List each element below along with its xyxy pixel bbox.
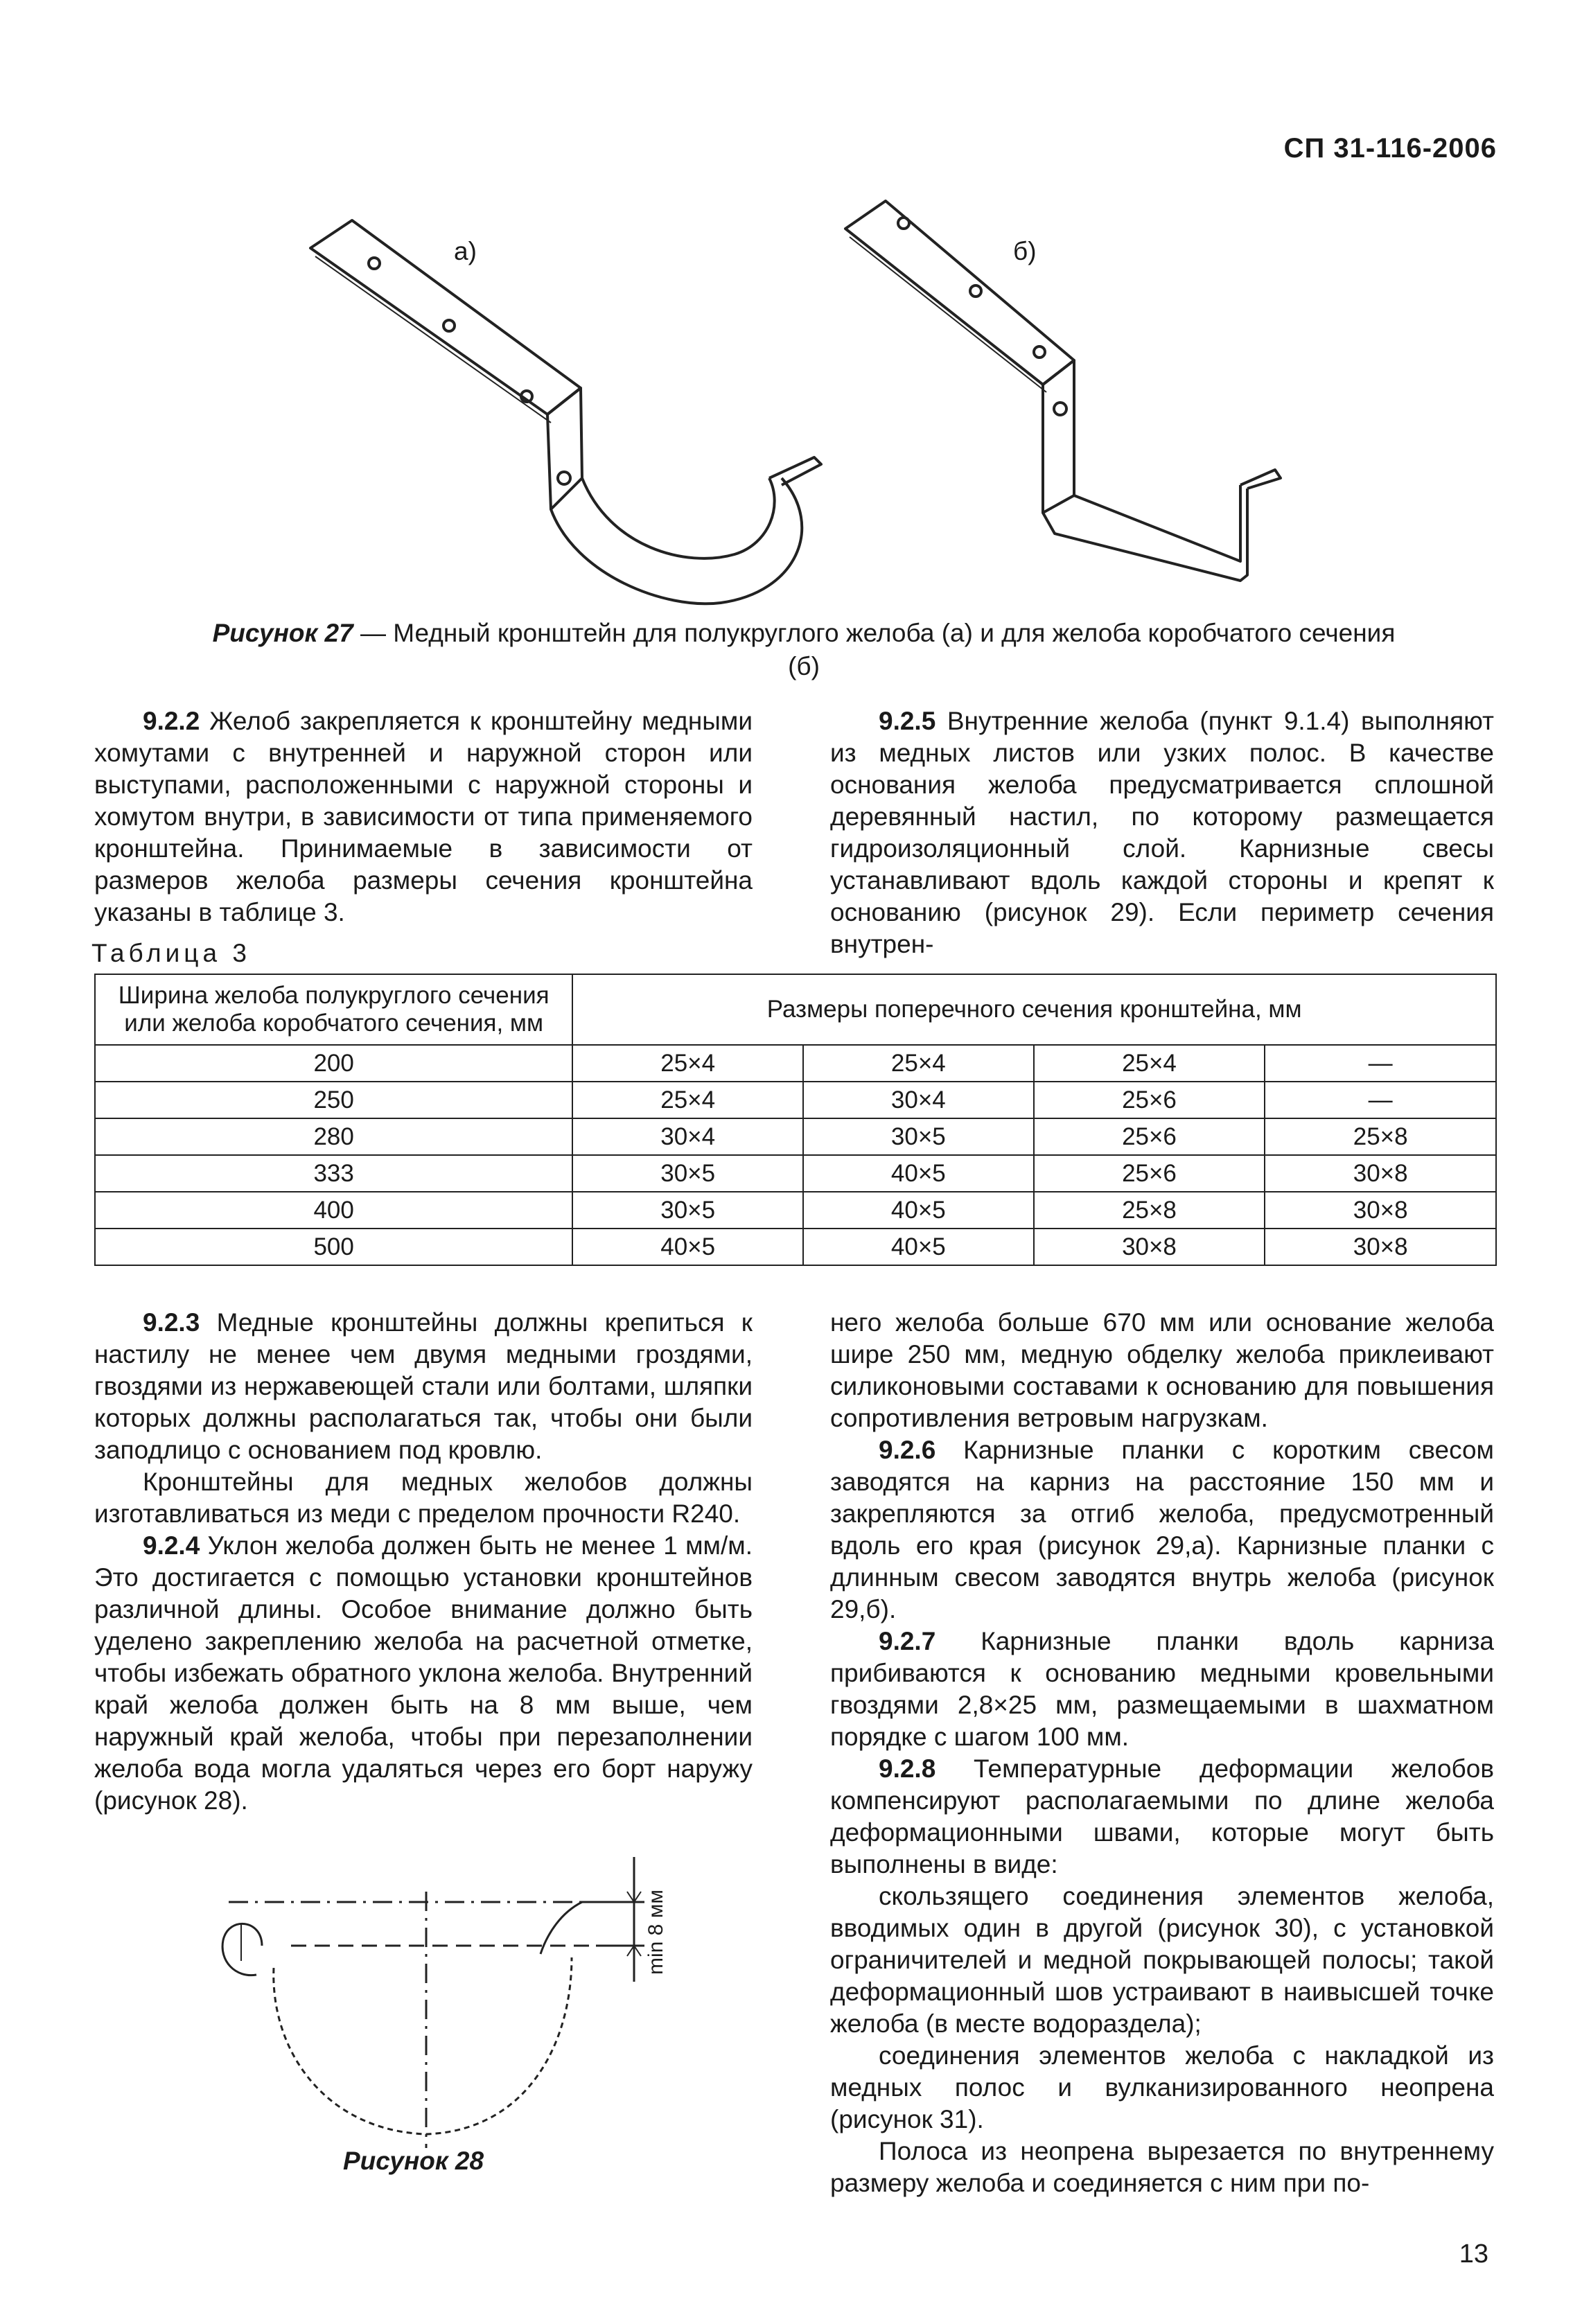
figure-28-dimension-label: min 8 мм	[644, 1890, 667, 1975]
table-cell: 25×4	[803, 1045, 1034, 1082]
figure-27-caption-text: — Медный кронштейн для полукруглого желоба (а) и для желоба коробчатого сечения (б)	[353, 619, 1396, 680]
table-cell: 25×4	[572, 1082, 803, 1118]
table-title: Таблица 3	[91, 939, 251, 967]
table-cell: 30×4	[803, 1082, 1034, 1118]
table-cell: 40×5	[803, 1192, 1034, 1229]
table-header-sizes: Размеры поперечного сечения кронштейна, мм	[572, 974, 1496, 1045]
paragraph-text: Кронштейны для медных желобов должны изготавливаться из меди с пределом прочности R240.	[94, 1468, 753, 1528]
paragraph-number: 9.2.5	[879, 707, 936, 735]
paragraph-number: 9.2.6	[879, 1436, 936, 1464]
paragraph-number: 9.2.4	[143, 1531, 200, 1560]
table-cell: 25×6	[1034, 1082, 1265, 1118]
table-cell: 250	[95, 1082, 572, 1118]
table-cell: 30×5	[572, 1192, 803, 1229]
table-cell: 500	[95, 1229, 572, 1265]
paragraph-text: Температурные деформации желобов компенсируют располагаемыми по длине желоба деформационными швами, которые могут быть выполнены в виде:	[830, 1754, 1494, 1878]
table-cell: 30×8	[1265, 1155, 1496, 1192]
table-cell: —	[1265, 1082, 1496, 1118]
table-cell: 40×5	[803, 1155, 1034, 1192]
paragraph-text: Внутренние желоба (пункт 9.1.4) выполняют из медных листов или узких полос. В качестве основания желоба предусматривается сплошной деревянный настил, по которому размещается гидроизоляционный слой. Карнизные свесы устанавливают вдоль каждой стороны и крепят к основанию (рисунок 29). Если периметр сечения внутрен-	[830, 707, 1494, 958]
figure-28-caption: Рисунок 28	[343, 2147, 484, 2175]
paragraph-number: 9.2.3	[143, 1308, 200, 1337]
paragraph-text: Карнизные планки с коротким свесом заводятся на карниз на расстояние 150 мм и закрепляются за отгиб желоба, предусмотренный вдоль его края (рисунок 29,а). Карнизные планки с длинным свесом заводятся внутрь желоба (рисунок 29,б).	[830, 1436, 1494, 1623]
table-cell: 25×4	[572, 1045, 803, 1082]
table-cell: 40×5	[803, 1229, 1034, 1265]
right-column-bottom	[830, 1307, 1494, 2199]
paragraph-text: него желоба больше 670 мм или основание желоба шире 250 мм, медную обделку желоба приклеивают силиконовыми составами к основанию для повышения сопротивления ветровым нагрузкам.	[830, 1308, 1494, 1432]
table-cell: 25×8	[1034, 1192, 1265, 1229]
paragraph-text: соединения элементов желоба с накладкой из медных полос и вулканизированного неопрена (рисунок 31).	[830, 2041, 1494, 2133]
paragraph-text: Карнизные планки вдоль карниза прибиваются к основанию медными кровельными гвоздями 2,8×25 мм, размещаемыми в шахматном порядке с шагом 100 мм.	[830, 1627, 1494, 1751]
table-cell: 30×8	[1034, 1229, 1265, 1265]
figure-27-label-a: а)	[454, 237, 477, 265]
paragraph-text: Желоб закрепляется к кронштейну медными хомутами с внутренней и наружной сторон или выступами, расположенными с наружной стороны и хомутом внутри, в зависимости от типа применяемого кронштейна. Принимаемые в зависимости от размеров желоба размеры сечения кронштейна указаны в таблице 3.	[94, 707, 753, 926]
table-cell: 280	[95, 1118, 572, 1155]
table-cell: 30×8	[1265, 1192, 1496, 1229]
paragraph-text: Уклон желоба должен быть не менее 1 мм/м. Это достигается с помощью установки кронштейнов различной длины. Особое внимание должно быть уделено закреплению желоба на расчетной отметке, чтобы избежать обратного уклона желоба. Внутренний край желоба должен быть на 8 мм выше, чем наружный край желоба, чтобы при перезаполнении желоба вода могла удаляться через его борт наружу (рисунок 28).	[94, 1531, 753, 1815]
table-cell: 25×6	[1034, 1118, 1265, 1155]
figure-27-label-b: б)	[1013, 237, 1037, 265]
paragraph-number: 9.2.8	[879, 1754, 936, 1783]
table-cell: 30×5	[572, 1155, 803, 1192]
paragraph-text: скользящего соединения элементов желоба, вводимых один в другой (рисунок 30), с установкой ограничителей и медной покрывающей полосы; такой деформационный шов устраивают в наивысшей точке желоба (в месте водораздела);	[830, 1882, 1494, 2038]
table-cell: 333	[95, 1155, 572, 1192]
table-cell: 40×5	[572, 1229, 803, 1265]
paragraph-text: Полоса из неопрена вырезается по внутреннему размеру желоба и соединяется с ним при по-	[830, 2137, 1494, 2197]
paragraph-number: 9.2.2	[143, 707, 200, 735]
table-cell: 30×8	[1265, 1229, 1496, 1265]
table-header-width: Ширина желоба полукруглого сечения или желоба коробчатого сечения, мм	[95, 974, 572, 1045]
document-code: СП 31-116-2006	[1283, 133, 1497, 164]
table-cell: 200	[95, 1045, 572, 1082]
table-cell: 30×5	[803, 1118, 1034, 1155]
figure-27-caption-lead: Рисунок 27	[212, 619, 353, 647]
table-cell: 400	[95, 1192, 572, 1229]
table-cell: 25×4	[1034, 1045, 1265, 1082]
table-cell: —	[1265, 1045, 1496, 1082]
page-number: 13	[1459, 2239, 1488, 2269]
table-cell: 25×6	[1034, 1155, 1265, 1192]
paragraph-number: 9.2.7	[879, 1627, 936, 1655]
table-cell: 30×4	[572, 1118, 803, 1155]
paragraph-text: Медные кронштейны должны крепиться к настилу не менее чем двумя медными гроздями, гвоздями из нержавеющей стали или болтами, шляпки которых должны располагаться так, чтобы они были заподлицо с основанием под кровлю.	[94, 1308, 753, 1464]
table-cell: 25×8	[1265, 1118, 1496, 1155]
